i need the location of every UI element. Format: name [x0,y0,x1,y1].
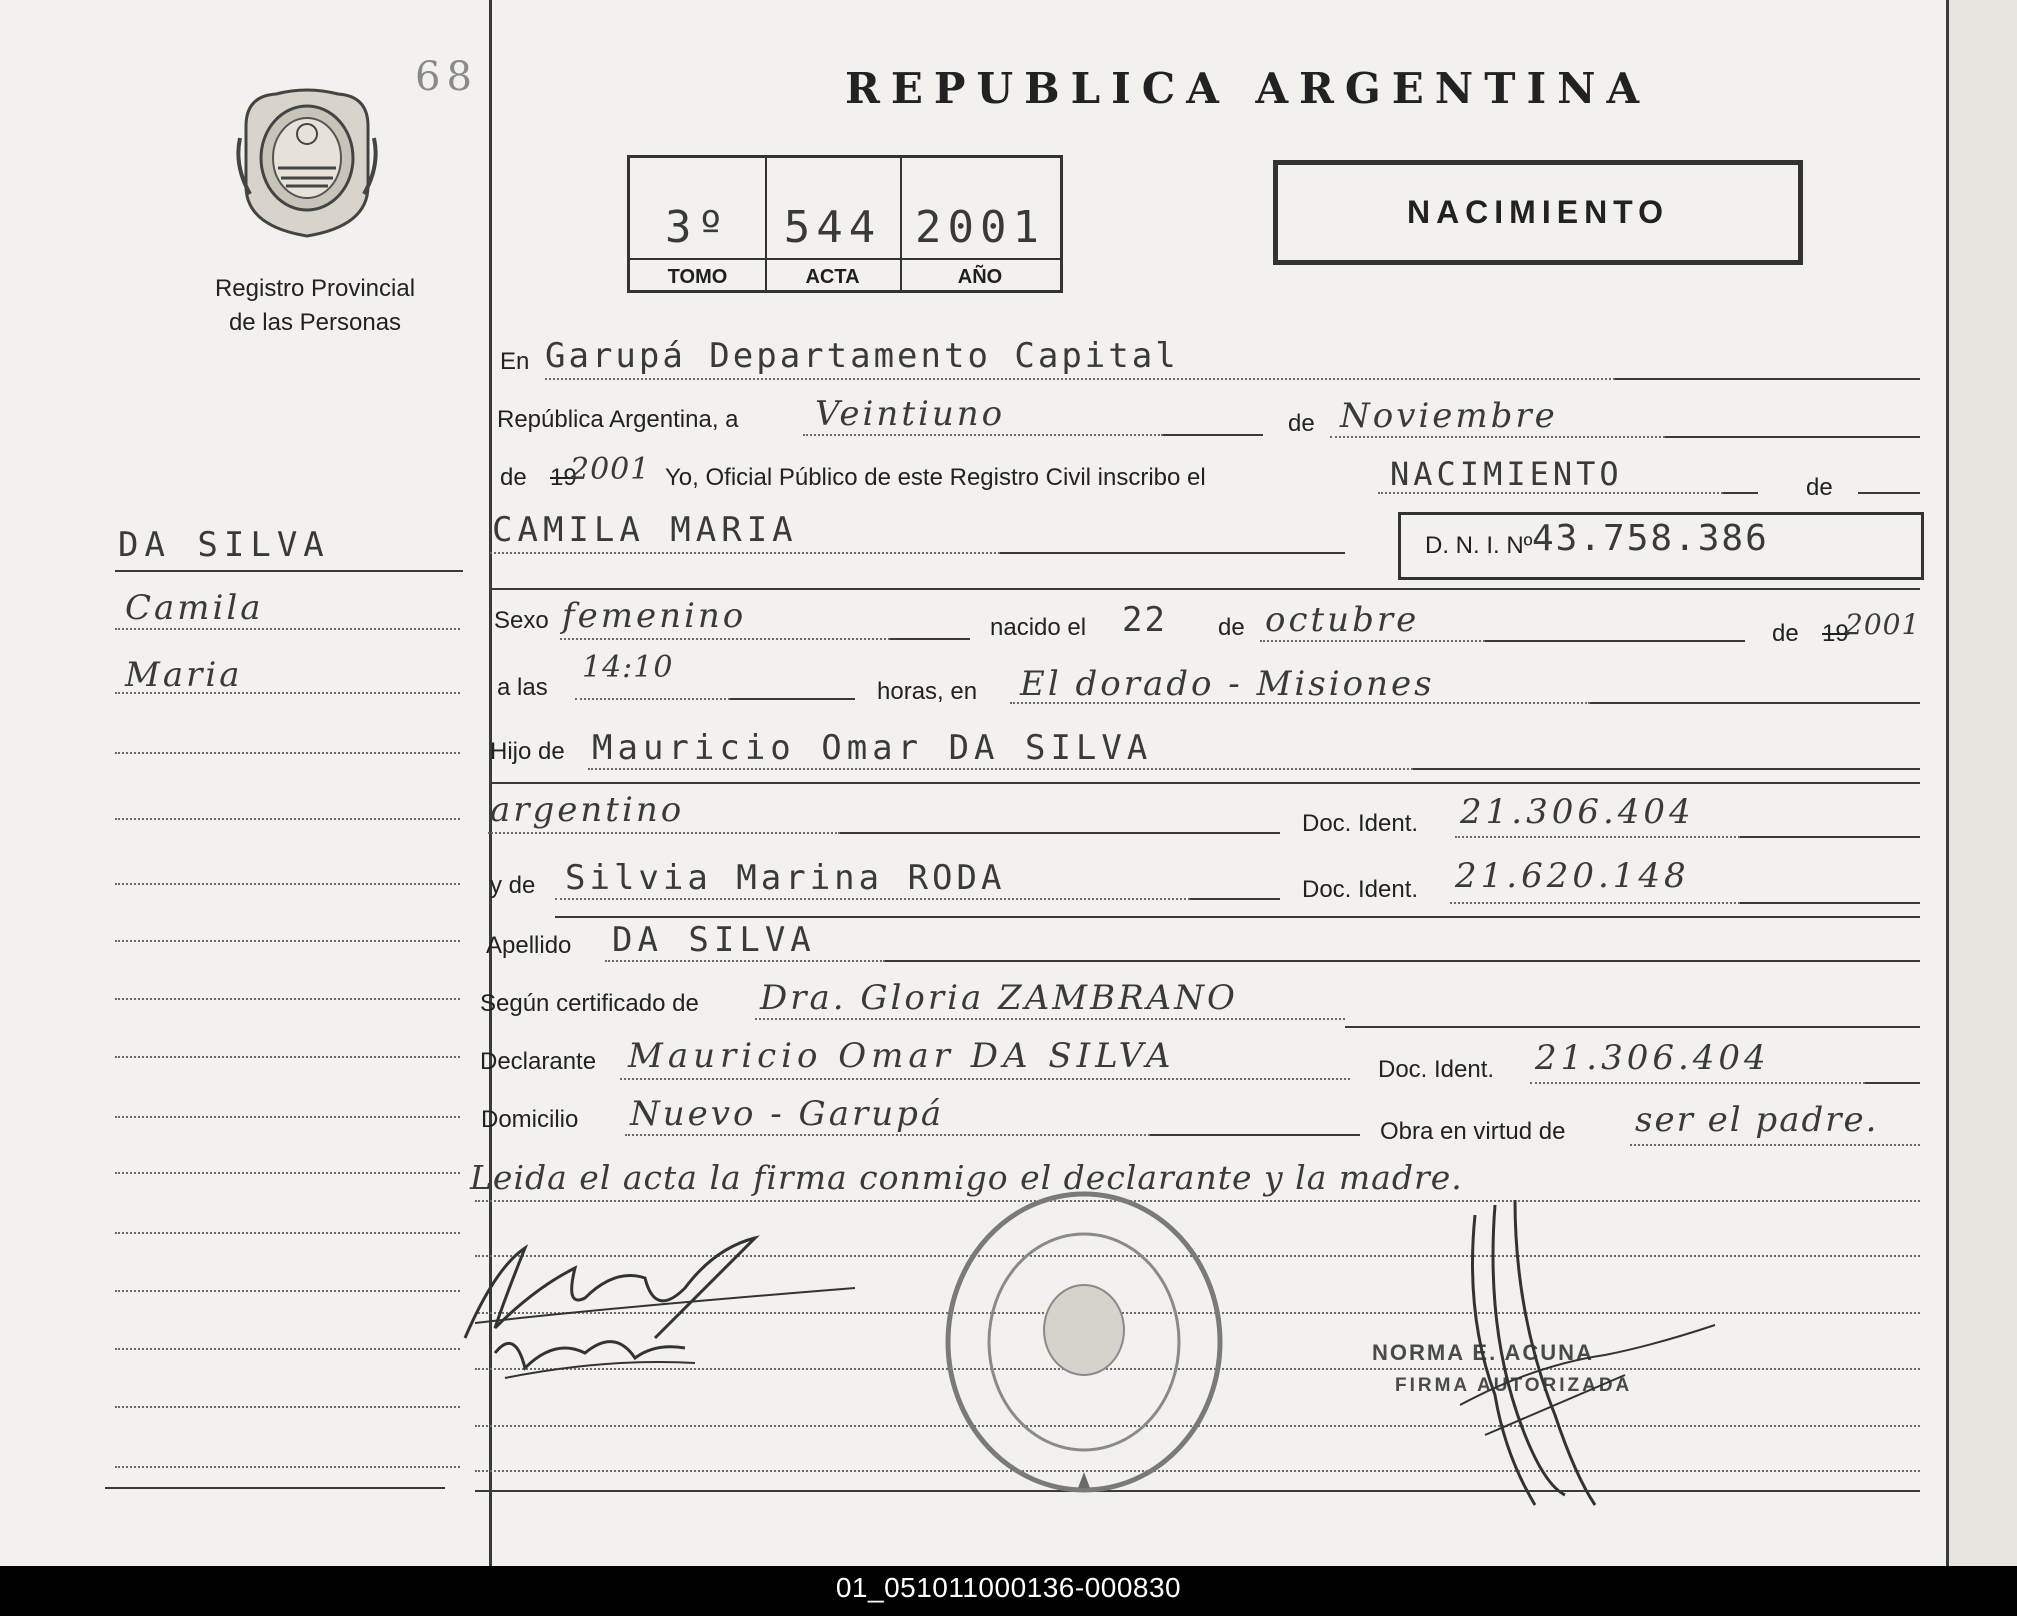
margin-line [115,883,460,885]
acta-cell [765,158,902,290]
margin-line [115,1466,460,1468]
tomo-cell [630,158,767,290]
padre-value: Mauricio Omar DA SILVA [592,728,1153,768]
declarante-value: Mauricio Omar DA SILVA [628,1036,1176,1076]
margin-line [115,692,460,694]
dni-label: D. N. I. Nº [1425,532,1533,559]
madre-value: Silvia Marina RODA [565,858,1006,898]
margin-line [115,1290,460,1292]
ano-value: 2001 [915,202,1045,253]
nacido-month-line [1260,640,1485,642]
lugar-line [1010,702,1590,704]
declarant-signature-icon [455,1228,875,1388]
officer-name: NORMA E. ACUNA [1372,1340,1594,1365]
obra-value: ser el padre. [1635,1100,1879,1140]
de2-line [1858,492,1920,494]
ano-cell [900,158,1060,290]
certificado-label: Según certificado de [480,990,699,1017]
nacionalidad-line-end [840,832,1280,834]
inscribo-value: NACIMIENTO [1390,455,1623,493]
margin-line [115,1406,460,1408]
doc2-line [1450,902,1740,904]
doc2-label: Doc. Ident. [1302,876,1419,903]
margin-line [115,1348,460,1350]
leida-value: Leida el acta la firma conmigo el declarante y la madre. [470,1158,1463,1197]
madre-line-end [1190,898,1280,900]
margin-line [115,1232,460,1234]
dni-value: 43.758.386 [1532,518,1769,559]
nacido-month-line-end [1485,640,1745,642]
section-separator [490,588,1920,590]
certificado-value: Dra. Gloria ZAMBRANO [760,978,1238,1018]
padre-nacionalidad: argentino [490,790,685,830]
madre-line [555,898,1190,900]
obra-line [1630,1144,1920,1146]
place-line-end [1615,378,1920,380]
doc3-value: 21.306.404 [1535,1038,1770,1078]
day-value: Veintiuno [815,394,1006,434]
place-line [545,378,1615,380]
apellido-label: Apellido [486,932,572,959]
sexo-value: femenino [562,596,747,636]
act-number-table [627,155,1063,293]
month-de-label: de [1288,410,1315,437]
hora-line [575,698,730,700]
domicilio-line [625,1134,1150,1136]
nacionalidad-line [488,832,840,834]
scan-id: 01_051011000136-000830 [835,1572,1182,1603]
acta-label: ACTA [765,258,900,289]
en-label: En [500,348,530,375]
nacido-year-printed-prefix: 19 [1822,620,1849,647]
doc1-label: Doc. Ident. [1302,810,1419,837]
margin-line [115,628,460,630]
certificado-line [755,1018,1345,1020]
year-printed-prefix: 19 [550,464,577,491]
margin-line [115,1172,460,1174]
oficial-text: Yo, Oficial Público de este Registro Civil inscribo el [665,464,1206,491]
nacido-label: nacido el [990,614,1087,641]
nacido-day: 22 [1122,600,1167,640]
day-line-end [1163,434,1263,436]
lugar-value: El dorado - Misiones [1020,664,1435,704]
declarante-label: Declarante [480,1048,597,1075]
domicilio-label: Domicilio [481,1106,579,1133]
certificado-line-end [1345,1026,1920,1028]
nacido-de-label: de [1218,614,1245,641]
madre-separator [555,916,1920,918]
provincial-emblem-icon [236,86,378,238]
lugar-line-end [1590,702,1920,704]
doc3-line [1530,1082,1865,1084]
doc1-line [1455,836,1740,838]
tomo-value: 3º [665,202,730,253]
sexo-line-end [890,638,970,640]
doc2-value: 21.620.148 [1455,856,1690,896]
alas-label: a las [497,674,548,701]
apellido-value: DA SILVA [612,920,816,960]
de2-label: de [1806,474,1833,501]
apellido-line [605,960,885,962]
republica-label: República Argentina, a [497,406,739,433]
apellido-line-end [885,960,1920,962]
nacido-year: 2001 [1845,608,1921,641]
padre-separator [490,782,1920,784]
name-value: CAMILA MARIA [492,510,798,550]
horas-label: horas, en [877,678,978,705]
month-value: Noviembre [1340,396,1558,436]
hora-line-end [730,698,855,700]
month-line [1330,436,1665,438]
margin-line [115,1116,460,1118]
page-number: 68 [415,54,478,100]
registry-name [170,272,460,340]
year-de-label: de [500,464,527,491]
name-line-end [1000,552,1345,554]
margin-line [115,818,460,820]
inscribo-line [1378,492,1723,494]
yde-label: y de [490,872,536,899]
margin-line [115,752,460,754]
registry-line1: Registro Provincial [214,275,416,302]
registry-line2: de las Personas [228,309,402,336]
padre-line-end [1413,768,1920,770]
margin-given-name-2: Maria [125,655,243,695]
sexo-label: Sexo [494,607,549,634]
tomo-label: TOMO [630,258,765,289]
doc1-value: 21.306.404 [1460,792,1695,832]
hora-value: 14:10 [582,650,674,685]
margin-surname: DA SILVA [118,525,330,565]
doc3-line-end [1865,1082,1920,1084]
margin-line [115,940,460,942]
doc1-line-end [1740,836,1920,838]
act-type-box: NACIMIENTO [1273,160,1803,265]
document-title: REPUBLICA ARGENTINA [845,64,1651,113]
year-value: 2001 [570,452,651,487]
hijo-label: Hijo de [490,738,565,765]
declarante-line [620,1078,1350,1080]
month-line-end [1665,436,1920,438]
doc3-label: Doc. Ident. [1378,1056,1495,1083]
page-edge [1946,0,2017,1566]
place-value: Garupá Departamento Capital [545,336,1179,376]
nacido-month: octubre [1265,600,1420,640]
acta-value: 544 [783,202,882,253]
margin-given-name-1: Camila [125,588,264,628]
ano-label: AÑO [900,258,1060,289]
margin-surname-line [115,570,463,572]
margin-line [115,998,460,1000]
day-line [803,434,1163,436]
doc2-line-end [1740,902,1920,904]
sexo-line [560,638,890,640]
registry-seal-icon [942,1190,1227,1495]
name-line [490,552,1000,554]
officer-signature-icon [1455,1195,1735,1515]
obra-label: Obra en virtud de [1380,1118,1566,1145]
domicilio-line-end [1150,1134,1360,1136]
officer-title: FIRMA AUTORIZADA [1395,1375,1633,1396]
inscribo-line-end [1723,492,1758,494]
nacido-year-de-label: de [1772,620,1799,647]
margin-line [115,1056,460,1058]
domicilio-value: Nuevo - Garupá [630,1094,945,1134]
margin-bottom-line [105,1487,445,1489]
padre-line [588,768,1413,770]
